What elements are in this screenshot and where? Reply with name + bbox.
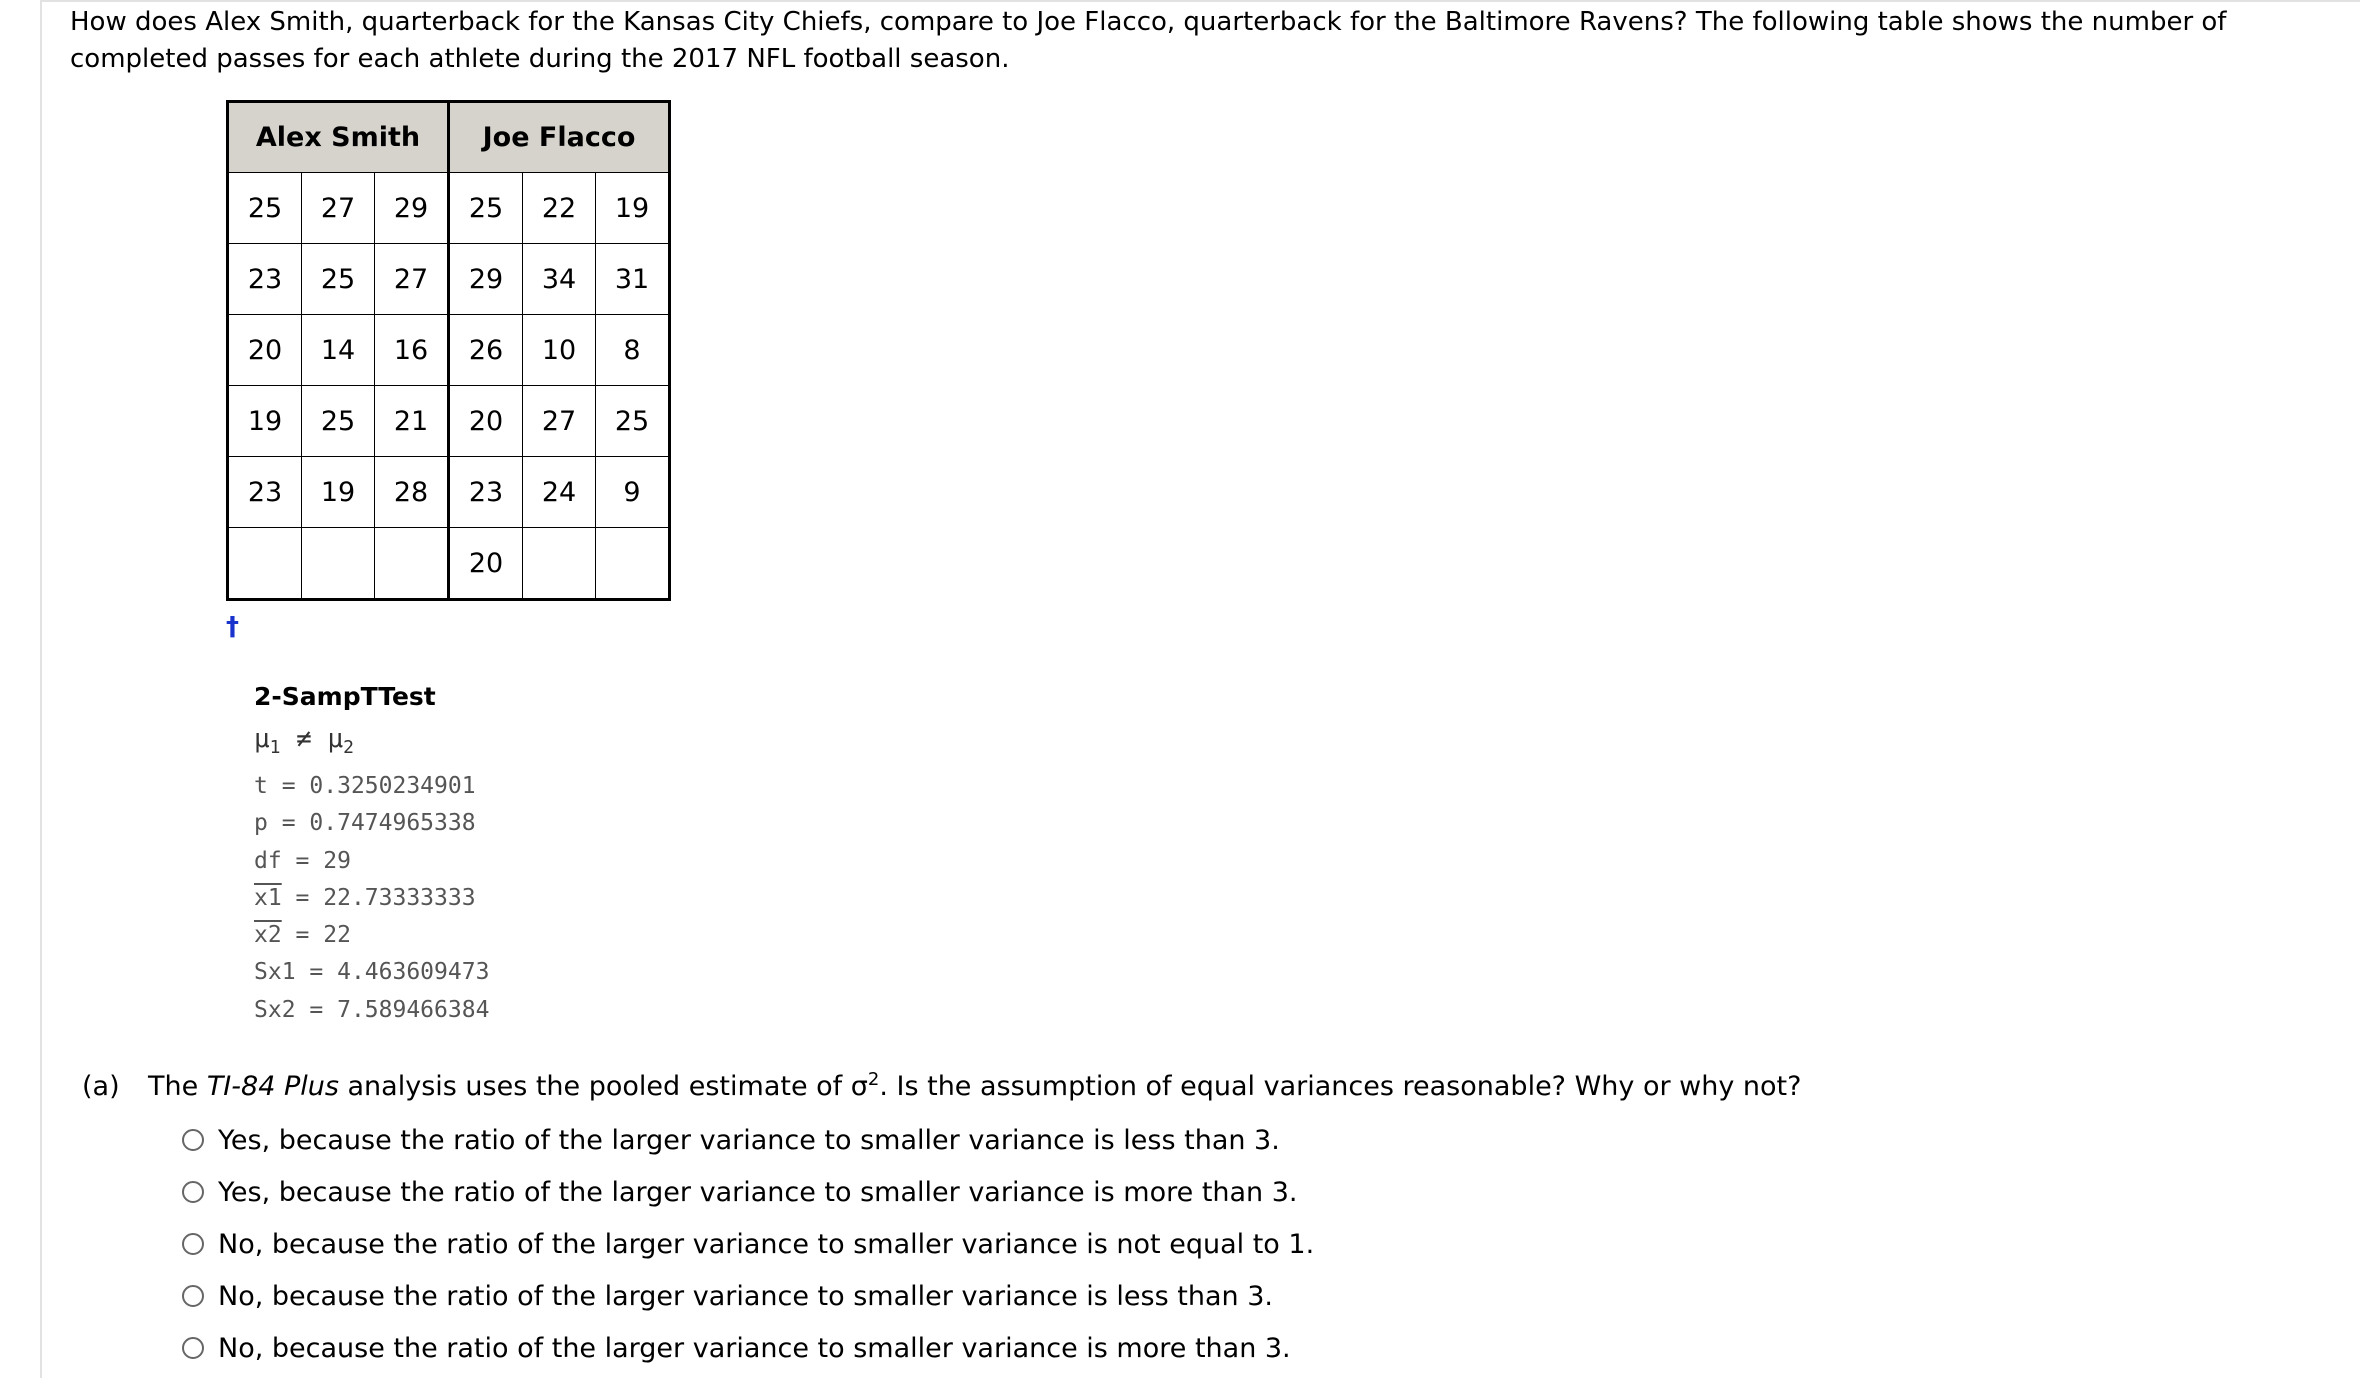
- answer-option-label: Yes, because the ratio of the larger variance to smaller variance is more than 3.: [218, 1176, 1298, 1208]
- table-cell: 25: [449, 173, 523, 244]
- table-row: [228, 173, 670, 244]
- sample-sd-2: Sx2 = 7.589466384: [254, 996, 490, 1023]
- table-cell: 26: [449, 315, 523, 386]
- radio-button[interactable]: [182, 1181, 204, 1203]
- sample-mean-2: x2 = 22: [254, 922, 351, 949]
- df-label: df: [254, 847, 282, 874]
- table-cell: 23: [449, 457, 523, 528]
- table-cell: 29: [375, 173, 449, 244]
- table-cell: 20: [449, 386, 523, 457]
- header-joe-flacco: Joe Flacco: [449, 102, 670, 173]
- question-text-before: The: [148, 1071, 207, 1102]
- answer-option-label: No, because the ratio of the larger variance to smaller variance is not equal to 1.: [218, 1228, 1315, 1260]
- t-label: t: [254, 773, 268, 799]
- table-cell: [375, 528, 449, 600]
- table-cell: 10: [523, 315, 596, 386]
- problem-intro: How does Alex Smith, quarterback for the Kansas City Chiefs, compare to Joe Flacco, quarterback for the Baltimore Ravens? The following table shows the number of completed passes for each athlete during the 2017 NFL football season.: [70, 7, 2227, 74]
- alternative-hypothesis: [254, 724, 489, 768]
- answer-option-label: Yes, because the ratio of the larger variance to smaller variance is less than 3.: [218, 1124, 1280, 1156]
- p-value-line: p = 0.7474965338: [254, 810, 476, 837]
- question-calculator-name: TI-84 Plus: [206, 1071, 339, 1102]
- sx2-value: 7.589466384: [337, 996, 490, 1023]
- p-label: p: [254, 810, 268, 837]
- sample-sd-1: Sx1 = 4.463609473: [254, 959, 490, 986]
- table-cell: 24: [523, 457, 596, 528]
- answer-option-label: No, because the ratio of the larger variance to smaller variance is less than 3.: [218, 1280, 1273, 1312]
- p-value: 0.7474965338: [309, 810, 476, 837]
- header-alex-smith: Alex Smith: [228, 102, 449, 173]
- table-cell: 28: [375, 457, 449, 528]
- mu-symbol: μ: [254, 724, 270, 754]
- degrees-of-freedom: df = 29: [254, 847, 351, 874]
- t-value: 0.3250234901: [309, 773, 476, 799]
- answer-option-label: No, because the ratio of the larger variance to smaller variance is more than 3.: [218, 1332, 1291, 1364]
- table-cell: 21: [375, 386, 449, 457]
- table-cell: 19: [228, 386, 302, 457]
- answer-option-4[interactable]: [182, 1270, 1314, 1322]
- table-cell: 27: [523, 386, 596, 457]
- sx2-label: Sx2: [254, 996, 296, 1023]
- table-cell: [228, 528, 302, 600]
- top-divider: [40, 0, 2360, 2]
- table-row: [228, 457, 670, 528]
- x2-label: x2: [254, 922, 282, 949]
- table-cell: 25: [302, 244, 375, 315]
- completed-passes-table: [226, 100, 671, 601]
- table-cell: [596, 528, 670, 600]
- answer-option-3[interactable]: [182, 1218, 1314, 1270]
- table-cell: 29: [449, 244, 523, 315]
- table-cell: 22: [523, 173, 596, 244]
- table-cell: 27: [302, 173, 375, 244]
- table-row: [228, 244, 670, 315]
- x2-value: 22: [323, 922, 351, 949]
- radio-button[interactable]: [182, 1233, 204, 1255]
- table-cell: 31: [596, 244, 670, 315]
- table-cell: 25: [596, 386, 670, 457]
- table-cell: 19: [302, 457, 375, 528]
- radio-button[interactable]: [182, 1129, 204, 1151]
- table-cell: 23: [228, 244, 302, 315]
- question-part-label: (a): [82, 1071, 120, 1102]
- table-cell: 20: [228, 315, 302, 386]
- not-equal-symbol: ≠: [296, 724, 312, 754]
- ti-output-title: 2-SampTTest: [254, 682, 436, 711]
- table-cell: 23: [228, 457, 302, 528]
- table-cell: 14: [302, 315, 375, 386]
- table-row: [228, 315, 670, 386]
- question-text-after: . Is the assumption of equal variances reasonable? Why or why not?: [879, 1071, 1802, 1102]
- table-cell: 16: [375, 315, 449, 386]
- sample-mean-1: x1 = 22.73333333: [254, 884, 476, 911]
- x1-label: x1: [254, 884, 282, 911]
- answer-options: [182, 1114, 1314, 1374]
- answer-option-5[interactable]: [182, 1322, 1314, 1374]
- radio-button[interactable]: [182, 1337, 204, 1359]
- table-cell: 9: [596, 457, 670, 528]
- question-superscript: 2: [867, 1069, 880, 1090]
- dagger-footnote-link[interactable]: †: [226, 612, 239, 642]
- table-cell: 19: [596, 173, 670, 244]
- table-cell: 25: [228, 173, 302, 244]
- subscript-one: 1: [269, 737, 281, 759]
- answer-option-1[interactable]: [182, 1114, 1314, 1166]
- table-cell: 20: [449, 528, 523, 600]
- table-cell: 8: [596, 315, 670, 386]
- question-text-mid: analysis uses the pooled estimate of σ: [338, 1071, 868, 1102]
- t-statistic: t = 0.3250234901: [254, 773, 476, 799]
- left-divider: [40, 0, 42, 1378]
- sx1-label: Sx1: [254, 959, 296, 986]
- table-cell: [302, 528, 375, 600]
- subscript-two: 2: [343, 737, 354, 759]
- table-row: [228, 386, 670, 457]
- mu-symbol: μ: [327, 724, 344, 754]
- table-cell: 34: [523, 244, 596, 315]
- table-cell: 25: [302, 386, 375, 457]
- df-value: 29: [323, 847, 351, 874]
- sx1-value: 4.463609473: [337, 959, 490, 986]
- table-header-row: [228, 102, 670, 173]
- ti-output-panel: [254, 682, 489, 1029]
- answer-option-2[interactable]: [182, 1166, 1314, 1218]
- table-cell: 27: [375, 244, 449, 315]
- table-cell: [523, 528, 596, 600]
- question-part-a: [82, 1060, 1801, 1107]
- radio-button[interactable]: [182, 1285, 204, 1307]
- table-row: [228, 528, 670, 600]
- x1-value: 22.73333333: [323, 884, 476, 911]
